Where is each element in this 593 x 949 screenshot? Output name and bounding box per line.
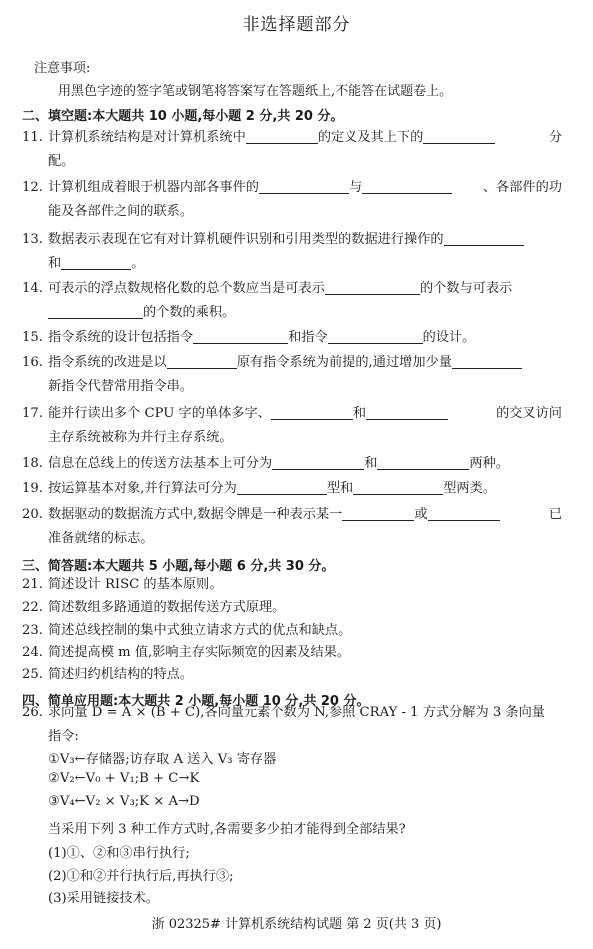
question-26	[22, 701, 562, 749]
question-number: 25.	[22, 667, 43, 682]
question-number: 13.	[22, 232, 43, 247]
answer-blank	[342, 505, 414, 521]
option-1: (1)①、②和③串行执行;	[48, 846, 190, 861]
question-number: 19.	[22, 481, 43, 496]
question-number: 26.	[22, 705, 43, 720]
vector-instruction-1: ①V₃←存储器;访存取 A 送入 V₃ 寄存器	[48, 752, 277, 767]
question-text: 的定义及其上下的	[317, 130, 424, 145]
question-number: 22.	[22, 600, 43, 615]
question-20	[22, 503, 562, 551]
question-number: 12.	[22, 180, 43, 195]
question-text: 主存系统被称为并行主存系统。	[48, 430, 233, 445]
question-text: 的个数与可表示	[419, 281, 513, 296]
question-17	[22, 402, 562, 450]
question-23	[22, 619, 562, 643]
question-text: 能及各部件之间的联系。	[48, 204, 194, 219]
answer-blank	[272, 454, 364, 470]
answer-blank	[48, 303, 143, 319]
question-text: 简述数组多路通道的数据传送方式原理。	[48, 600, 286, 615]
question-text: 求向量 D = A × (B + C),各向量元素个数为 N,参照 CRAY - 1 方式分解为 3 条向量	[48, 705, 545, 720]
question-text: 新指令代替常用指令串。	[48, 379, 194, 394]
question-13	[22, 228, 562, 276]
question-text: 数据驱动的数据流方式中,数据令牌是一种表示某一	[48, 507, 343, 522]
answer-blank	[167, 353, 237, 369]
question-number: 20.	[22, 507, 43, 522]
question-text: 简述总线控制的集中式独立请求方式的优点和缺点。	[48, 623, 352, 638]
question-text: 数据表示表现在它有对计算机硬件识别和引用类型的数据进行操作的	[48, 232, 444, 247]
question-25	[22, 663, 562, 687]
vector-instruction-2: ②V₂←V₀ + V₁;B + C→K	[48, 771, 200, 786]
answer-blank	[193, 328, 288, 344]
question-text: 和	[48, 256, 62, 271]
question-text: 和指令	[288, 330, 328, 345]
question-text: 型和	[326, 481, 354, 496]
question-text: 、各部件的功	[482, 180, 562, 195]
question-number: 24.	[22, 645, 43, 660]
option-2: (2)①和②并行执行后,再执行③;	[48, 869, 234, 884]
question-number: 21.	[22, 577, 43, 592]
question-22	[22, 596, 562, 620]
answer-blank	[444, 230, 524, 246]
question-number: 16.	[22, 355, 43, 370]
question-text: 可表示的浮点数规格化数的总个数应当是可表示	[48, 281, 325, 296]
question-14	[22, 277, 562, 325]
question-text: 已	[548, 507, 562, 522]
section-fill-blank-heading: 二、填空题:本大题共 10 小题,每小题 2 分,共 20 分。	[22, 109, 344, 124]
question-number: 18.	[22, 456, 43, 471]
question-text: 信息在总线上的传送方法基本上可分为	[48, 456, 273, 471]
vector-instruction-3: ③V₄←V₂ × V₃;K × A→D	[48, 794, 200, 809]
answer-blank	[377, 454, 469, 470]
section-application-heading: 四、简单应用题:本大题共 2 小题,每小题 10 分,共 20 分。	[22, 694, 370, 709]
question-12	[22, 176, 562, 224]
answer-blank	[362, 178, 452, 194]
question-number: 17.	[22, 406, 43, 421]
page-footer: 浙 02325# 计算机系统结构试题 第 2 页(共 3 页)	[151, 917, 442, 932]
question-text: 简述设计 RISC 的基本原则。	[48, 577, 223, 592]
question-text: 简述归约机结构的特点。	[48, 667, 194, 682]
question-text: 或	[414, 507, 428, 522]
answer-blank	[271, 404, 353, 420]
question-text: 配。	[48, 154, 75, 169]
question-text: 能并行读出多个 CPU 字的单体多字、	[48, 406, 271, 421]
question-text: 和	[364, 456, 378, 471]
question-19	[22, 477, 562, 501]
question-text: 原有指令系统为前提的,通过增加少量	[236, 355, 452, 370]
answer-blank	[452, 353, 522, 369]
question-text: 和	[352, 406, 367, 421]
answer-blank	[428, 505, 500, 521]
question-24	[22, 641, 562, 665]
question-16	[22, 351, 562, 399]
question-text: 型两类。	[443, 481, 496, 496]
answer-blank	[366, 404, 448, 420]
question-text: 的设计。	[422, 330, 476, 345]
question-text: 的个数的乘积。	[143, 305, 236, 320]
notice-heading: 注意事项:	[34, 61, 91, 76]
question-text: 简述提高模 m 值,影响主存实际频宽的因素及结果。	[48, 645, 351, 660]
answer-blank	[259, 178, 349, 194]
question-number: 15.	[22, 330, 43, 345]
question-text: 分	[548, 130, 562, 145]
answer-blank	[423, 128, 495, 144]
question-number: 11.	[22, 130, 43, 145]
question-text: 与	[349, 180, 363, 195]
question-15	[22, 326, 562, 350]
question-text: 当采用下列 3 种工作方式时,各需要多少拍才能得到全部结果?	[48, 822, 406, 837]
question-11	[22, 126, 562, 174]
section-short-answer-heading: 三、简答题:本大题共 5 小题,每小题 6 分,共 30 分。	[22, 559, 335, 574]
question-number: 14.	[22, 281, 43, 296]
page-title: 非选择题部分	[242, 15, 351, 35]
answer-blank	[246, 128, 318, 144]
question-text: 计算机系统结构是对计算机系统中	[48, 130, 246, 145]
question-text: 两种。	[469, 456, 509, 471]
answer-blank	[353, 479, 443, 495]
question-text: 指令系统的设计包括指令	[48, 330, 194, 345]
answer-blank	[328, 328, 423, 344]
answer-blank	[325, 279, 420, 295]
question-text: 按运算基本对象,并行算法可分为	[48, 481, 237, 496]
question-18	[22, 452, 562, 476]
question-text: 。	[131, 256, 145, 271]
notice-body: 用黑色字迹的签字笔或钢笔将答案写在答题纸上,不能答在试题卷上。	[58, 84, 453, 99]
answer-blank	[237, 479, 327, 495]
question-text: 计算机组成着眼于机器内部各事件的	[48, 180, 259, 195]
question-text: 指令系统的改进是以	[48, 355, 167, 370]
question-text: 的交叉访问	[496, 406, 562, 421]
answer-blank	[61, 254, 131, 270]
option-3: (3)采用链接技术。	[48, 891, 159, 906]
question-number: 23.	[22, 623, 43, 638]
question-text: 准备就绪的标志。	[48, 531, 154, 546]
question-21	[22, 573, 562, 597]
question-text: 指令:	[48, 729, 79, 744]
